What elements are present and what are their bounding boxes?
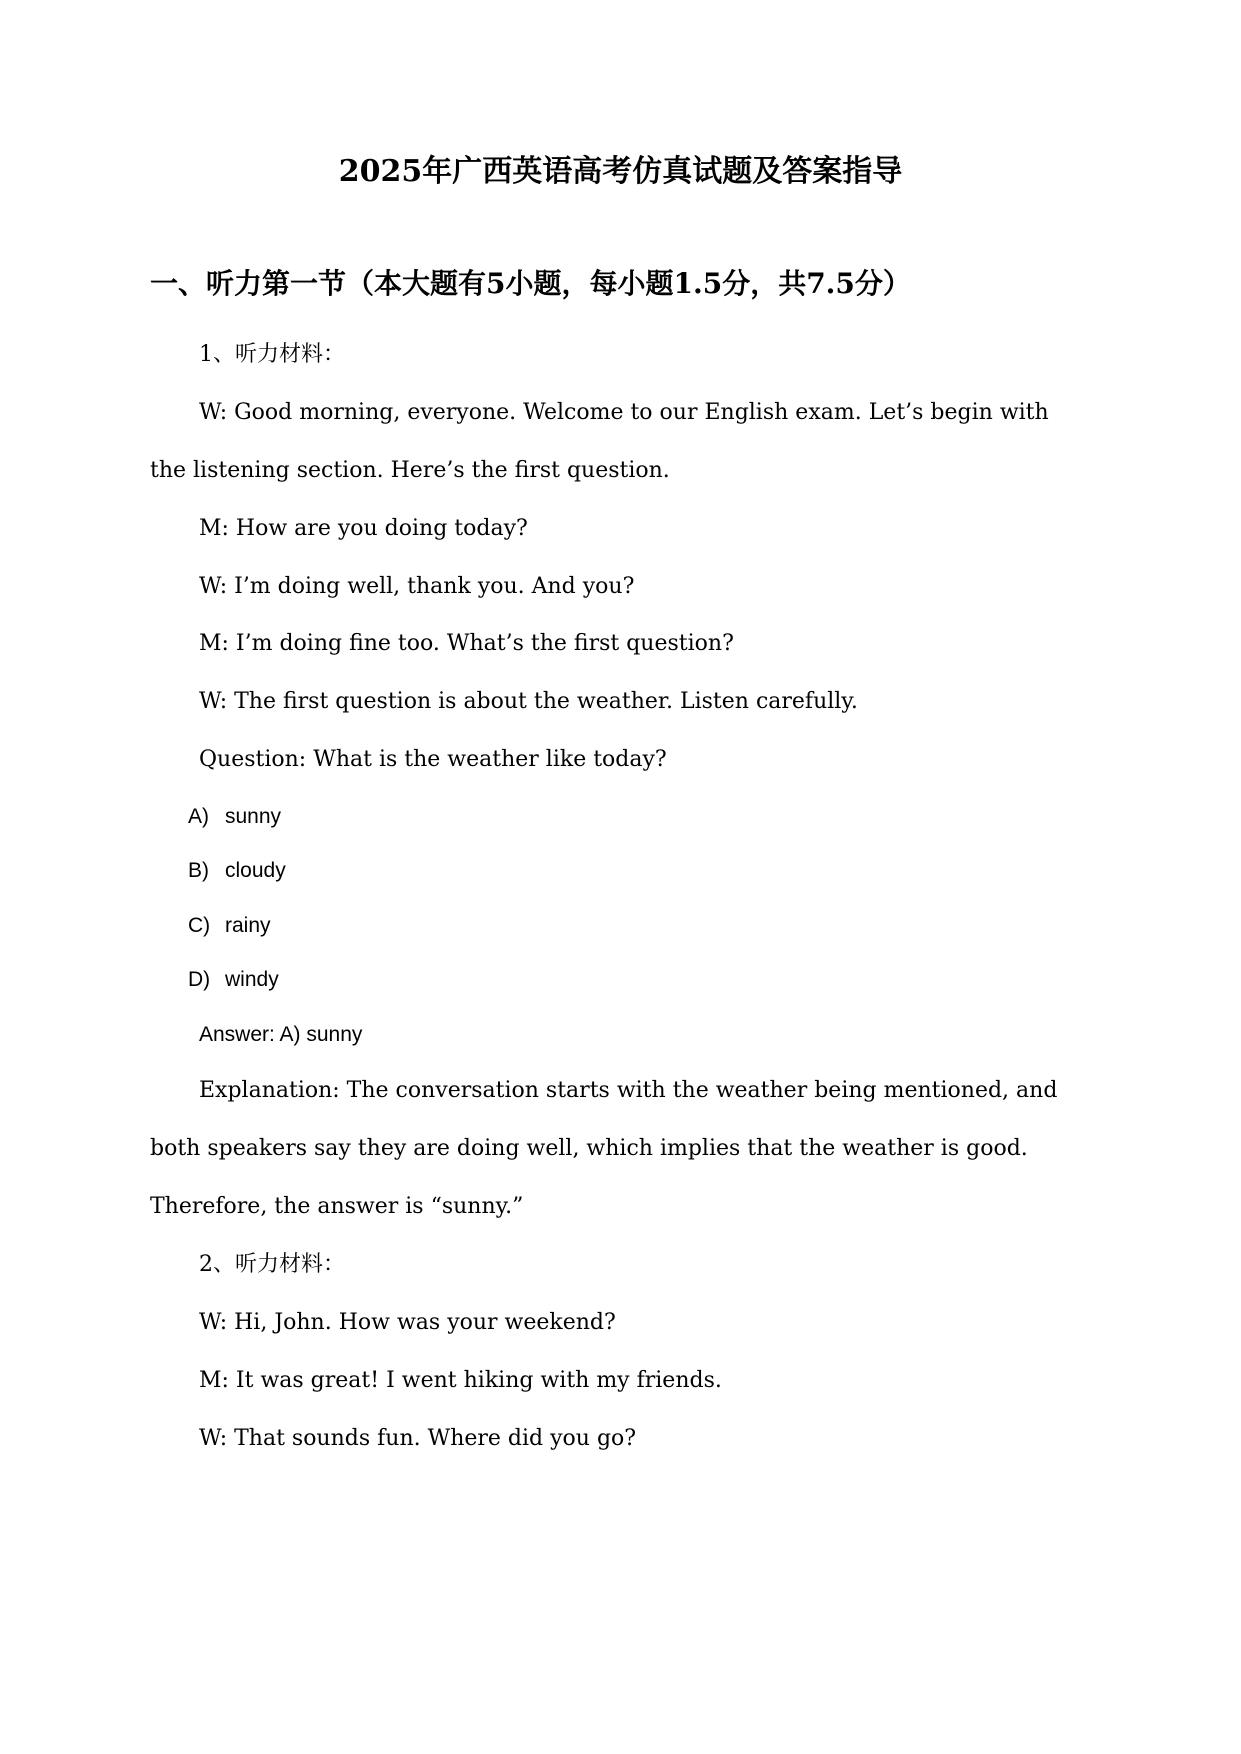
option-letter: A) [188, 805, 209, 828]
q1-dialogue-line-5: M: I’m doing fine too. What’s the first question? [199, 631, 734, 656]
q1-dialogue-line-6: W: The first question is about the weather. Listen carefully. [199, 689, 858, 714]
option-text: rainy [225, 914, 271, 937]
question-2-label: 2、听力材料： [199, 1252, 345, 1277]
q1-question: Question: What is the weather like today? [199, 747, 667, 772]
q2-dialogue-line-1: W: Hi, John. How was your weekend? [199, 1310, 616, 1335]
q1-dialogue-line-3: M: How are you doing today? [199, 516, 528, 541]
option-letter: C) [188, 914, 211, 937]
option-d [188, 965, 279, 995]
option-text: cloudy [225, 859, 286, 882]
document-title: 2025年广西英语高考仿真试题及答案指导 [338, 154, 903, 189]
option-text: windy [225, 968, 279, 991]
q1-dialogue-line-1: W: Good morning, everyone. Welcome to our English exam. Let’s begin with [199, 400, 1049, 425]
option-a [188, 802, 281, 832]
q1-dialogue-line-4: W: I’m doing well, thank you. And you? [199, 574, 635, 599]
q2-dialogue-line-3: W: That sounds fun. Where did you go? [199, 1426, 637, 1451]
q1-answer: Answer: A) sunny [199, 1023, 363, 1046]
q1-explanation-line-1: Explanation: The conversation starts with the weather being mentioned, and [199, 1078, 1058, 1103]
q1-dialogue-line-2: the listening section. Here’s the first question. [150, 458, 670, 483]
q1-explanation-line-2: both speakers say they are doing well, which implies that the weather is good. [150, 1136, 1028, 1161]
option-b [188, 856, 286, 886]
q2-dialogue-line-2: M: It was great! I went hiking with my friends. [199, 1368, 722, 1393]
option-letter: D) [188, 968, 211, 991]
q1-explanation-line-3: Therefore, the answer is “sunny.” [150, 1194, 524, 1219]
section-heading: 一、听力第一节（本大题有5小题，每小题1.5分，共7.5分） [150, 267, 911, 300]
option-letter: B) [188, 859, 209, 882]
option-c [188, 911, 271, 941]
option-text: sunny [225, 805, 282, 828]
question-1-label: 1、听力材料： [199, 342, 345, 367]
